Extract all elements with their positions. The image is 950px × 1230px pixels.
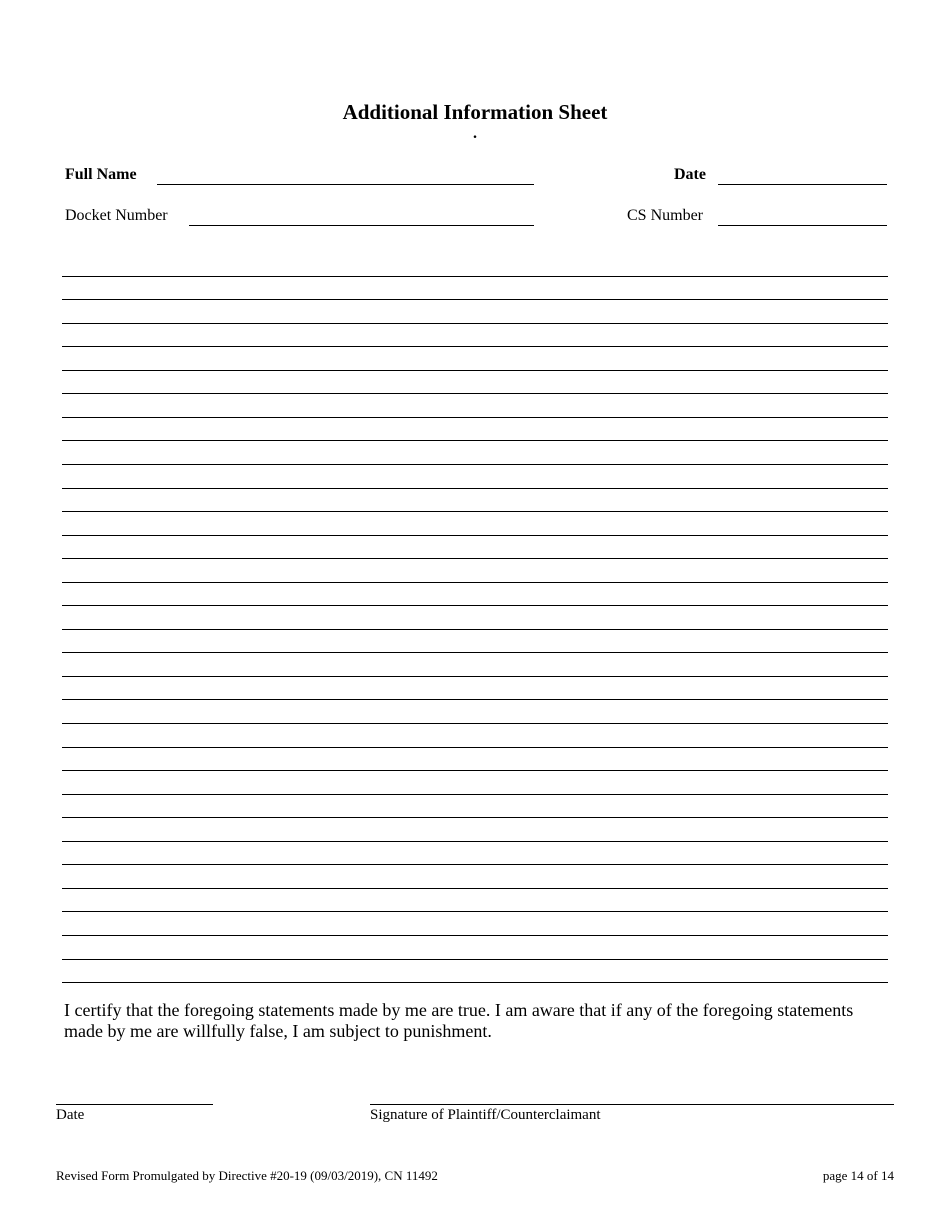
writing-line[interactable] [62,440,888,441]
form-title: Additional Information Sheet [342,100,608,124]
writing-line[interactable] [62,770,888,771]
writing-line[interactable] [62,959,888,960]
writing-line[interactable] [62,723,888,724]
cs-number-field[interactable] [718,225,887,226]
writing-line[interactable] [62,276,888,277]
title-dot: . [473,125,477,142]
writing-line[interactable] [62,794,888,795]
writing-line[interactable] [62,370,888,371]
writing-line[interactable] [62,488,888,489]
writing-line[interactable] [62,558,888,559]
date-field[interactable] [718,184,887,185]
writing-line[interactable] [62,511,888,512]
certification-statement: I certify that the foregoing statements made by me are true. I am aware that if any of the foregoing statements made by me are willfully false, I am subject to punishment. [64,1000,854,1041]
date-label: Date [674,166,706,183]
writing-line[interactable] [62,323,888,324]
writing-line[interactable] [62,911,888,912]
writing-line[interactable] [62,747,888,748]
writing-line[interactable] [62,629,888,630]
writing-line[interactable] [62,817,888,818]
writing-line[interactable] [62,299,888,300]
signature-line[interactable] [370,1104,894,1105]
signature-date-line[interactable] [56,1104,213,1105]
footer-revision: Revised Form Promulgated by Directive #20-19 (09/03/2019), CN 11492 [56,1168,438,1183]
writing-line[interactable] [62,676,888,677]
signature-label: Signature of Plaintiff/Counterclaimant [370,1107,601,1123]
writing-line[interactable] [62,346,888,347]
writing-line[interactable] [62,535,888,536]
footer-page-number: page 14 of 14 [822,1168,894,1183]
writing-line[interactable] [62,699,888,700]
writing-line[interactable] [62,417,888,418]
docket-number-field[interactable] [189,225,534,226]
writing-line[interactable] [62,605,888,606]
full-name-field[interactable] [157,184,534,185]
writing-line[interactable] [62,888,888,889]
writing-line[interactable] [62,982,888,983]
cs-number-label: CS Number [627,207,703,224]
writing-line[interactable] [62,652,888,653]
writing-line[interactable] [62,393,888,394]
writing-line[interactable] [62,864,888,865]
writing-line[interactable] [62,841,888,842]
docket-number-label: Docket Number [65,207,168,224]
signature-date-label: Date [56,1107,85,1123]
writing-line[interactable] [62,935,888,936]
full-name-label: Full Name [65,166,137,183]
writing-line[interactable] [62,464,888,465]
writing-line[interactable] [62,582,888,583]
